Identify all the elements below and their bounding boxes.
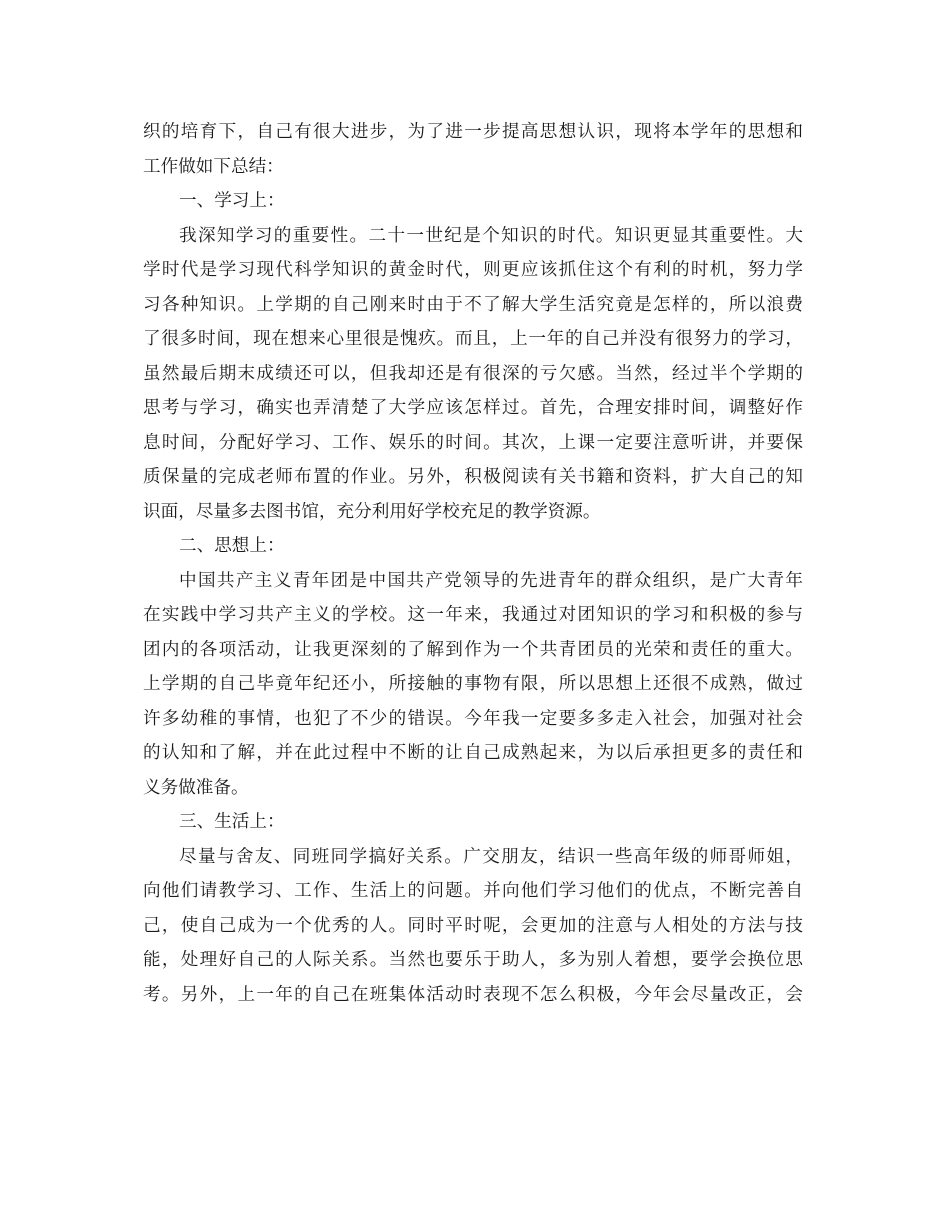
text-line: 许多幼稚的事情，也犯了不少的错误。今年我一定要多多走入社会，加强对社会 (143, 708, 803, 729)
text-line: 织的培育下，自己有很大进步，为了进一步提高思想认识，现将本学年的思想和 (143, 122, 803, 142)
text-line: 虽然最后期末成绩还可以，但我却还是有很深的亏欠感。当然，经过半个学期的 (143, 363, 803, 384)
text-line: 己，使自己成为一个优秀的人。同时平时呢，会更加的注意与人相处的方法与技 (143, 915, 803, 936)
text-line: 识面，尽量多去图书馆，充分利用好学校充足的教学资源。 (143, 501, 601, 522)
text-line: 息时间，分配好学习、工作、娱乐的时间。其次，上课一定要注意听讲，并要保 (143, 432, 803, 453)
text-line: 能，处理好自己的人际关系。当然也要乐于助人，多为别人着想，要学会换位思 (143, 950, 803, 970)
section-heading: 一、学习上： (179, 191, 285, 211)
text-line: 我深知学习的重要性。二十一世纪是个知识的时代。知识更显其重要性。大 (179, 225, 803, 246)
section-heading: 三、生活上： (179, 812, 285, 832)
text-line: 尽量与舍友、同班同学搞好关系。广交朋友，结识一些高年级的师哥师姐， (179, 846, 803, 867)
text-line: 学时代是学习现代科学知识的黄金时代，则更应该抓住这个有利的时机，努力学 (143, 260, 803, 280)
text-line: 上学期的自己毕竟年纪还小，所接触的事物有限，所以思想上还很不成熟，做过 (143, 674, 803, 694)
text-line: 在实践中学习共产主义的学校。这一年来，我通过对团知识的学习和积极的参与 (143, 605, 803, 625)
section-heading: 二、思想上： (179, 536, 285, 556)
document-page (143, 115, 803, 1012)
text-line: 工作做如下总结： (143, 156, 284, 177)
text-line: 了很多时间，现在想来心里很是愧疚。而且，上一年的自己并没有很努力的学习， (143, 329, 803, 349)
text-line: 向他们请教学习、工作、生活上的问题。并向他们学习他们的优点，不断完善自 (143, 881, 803, 901)
text-line: 中国共产主义青年团是中国共产党领导的先进青年的群众组织，是广大青年 (179, 570, 803, 591)
text-line: 团内的各项活动，让我更深刻的了解到作为一个共青团员的光荣和责任的重大。 (143, 639, 803, 660)
text-line: 考。另外，上一年的自己在班集体活动时表现不怎么积极，今年会尽量改正，会 (143, 984, 803, 1005)
text-line: 的认知和了解，并在此过程中不断的让自己成熟起来，为以后承担更多的责任和 (143, 743, 803, 763)
text-line: 义务做准备。 (143, 777, 249, 798)
text-line: 质保量的完成老师布置的作业。另外，积极阅读有关书籍和资料，扩大自己的知 (143, 467, 803, 487)
text-line: 习各种知识。上学期的自己刚来时由于不了解大学生活究竟是怎样的，所以浪费 (143, 294, 803, 315)
text-line: 思考与学习，确实也弄清楚了大学应该怎样过。首先，合理安排时间，调整好作 (143, 398, 803, 418)
